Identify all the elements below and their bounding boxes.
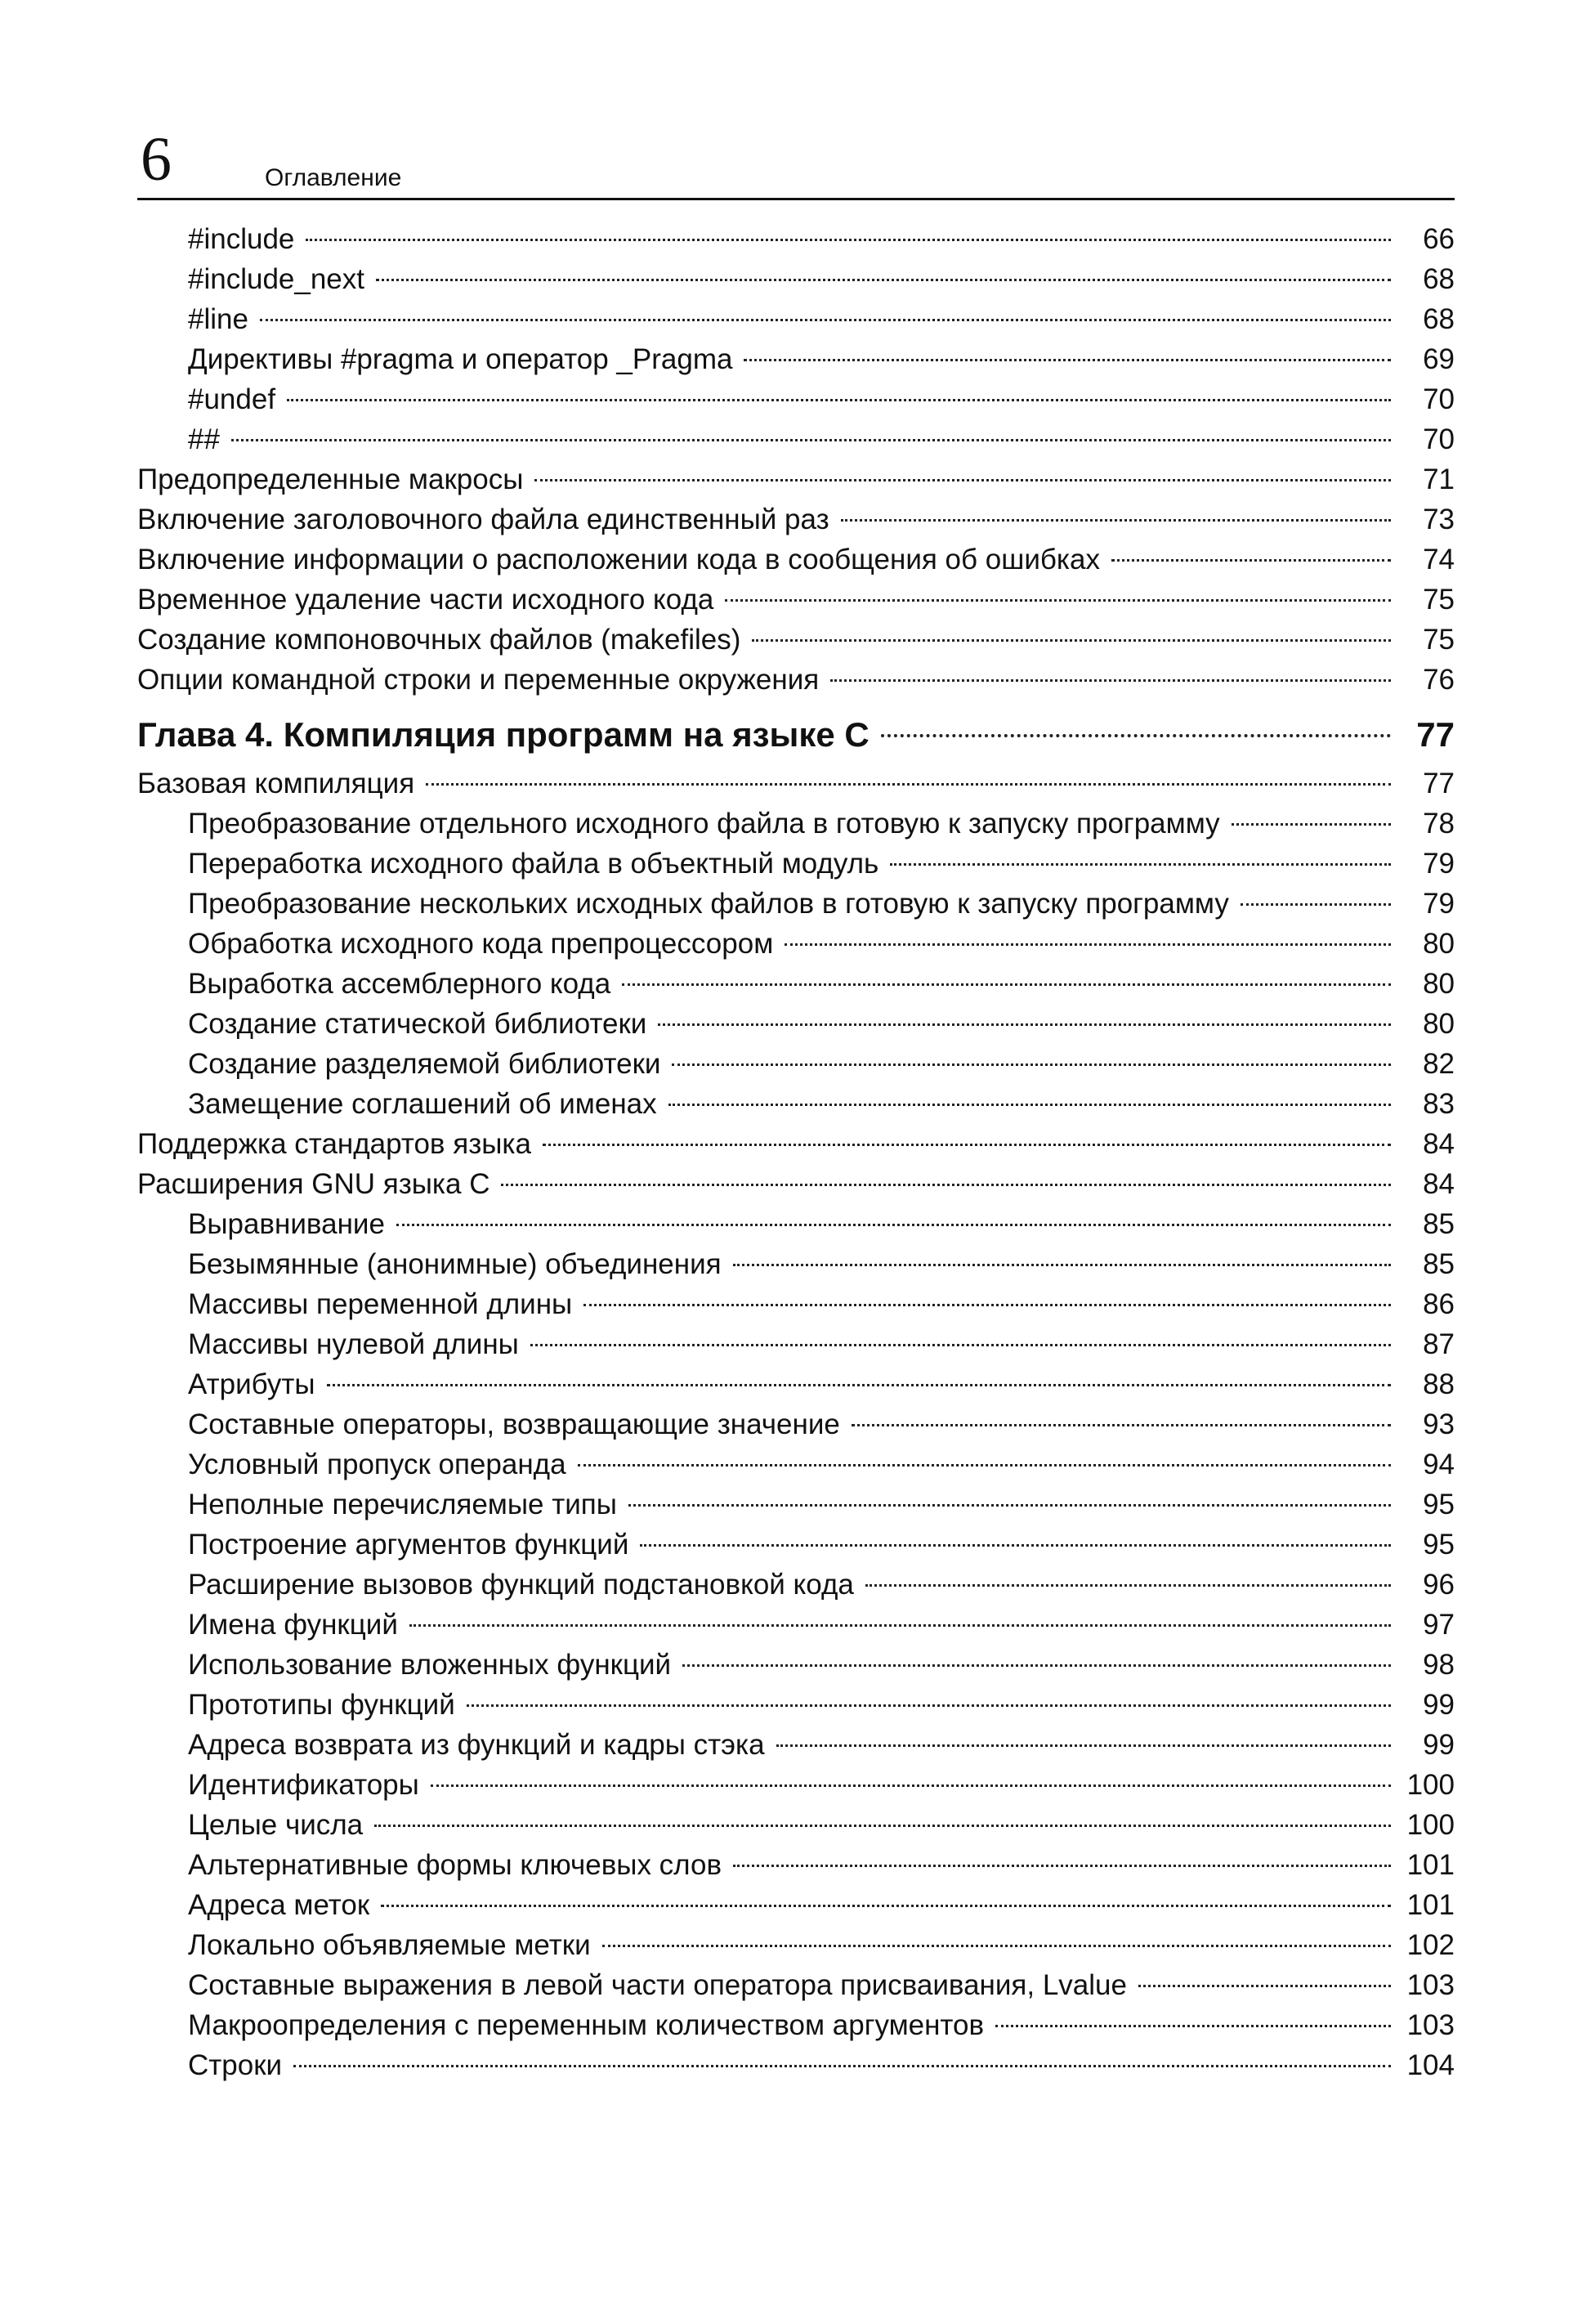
toc-entry-title: Директивы #pragma и оператор _Pragma [188,343,733,375]
dot-leader [682,1664,1391,1667]
dot-leader [467,1704,1391,1707]
dot-leader [1232,823,1391,826]
toc-entry-title: Включение информации о расположении кода в сообщения об ошибках [137,544,1100,575]
toc-entry [137,964,1455,1004]
toc-entry [137,1124,1455,1164]
toc-entry-page: 79 [1423,888,1455,920]
toc-entry-page: 68 [1423,263,1455,295]
toc-entry-title: Составные операторы, возвращающие значение [188,1408,840,1440]
dot-leader [534,479,1391,481]
toc-entry [137,1004,1455,1044]
toc-entry [137,1765,1455,1805]
toc-entry-title: Имена функций [188,1609,398,1641]
toc-entry [137,1805,1455,1845]
dot-leader [852,1424,1391,1426]
toc-entry [137,924,1455,964]
toc-entry-page: 98 [1423,1649,1455,1681]
dot-leader [530,1344,1391,1346]
dot-leader [668,1104,1391,1106]
dot-leader [543,1144,1391,1146]
toc-entry-page: 77 [1423,768,1455,799]
toc-entry [137,299,1455,339]
toc-entry [137,339,1455,379]
toc-entry [137,660,1455,700]
dot-leader [733,1865,1391,1867]
toc-entry [137,1965,1455,2005]
dot-leader [578,1464,1391,1466]
dot-leader [374,1825,1391,1827]
toc-entry-page: 84 [1423,1128,1455,1160]
toc-entry-title: Прототипы функций [188,1689,455,1721]
toc-entry-page: 103 [1406,1969,1455,2001]
toc-entry [137,1484,1455,1525]
toc-entry-title: Адреса возврата из функций и кадры стэка [188,1729,765,1761]
toc-entry [137,259,1455,299]
toc-entry-title: #include_next [188,263,364,295]
dot-leader [396,1224,1391,1226]
toc-entry-title: Использование вложенных функций [188,1649,672,1681]
toc-entry-page: 100 [1406,1769,1455,1801]
toc-entry-page: 100 [1406,1809,1455,1841]
toc-entry-title: Безымянные (анонимные) объединения [188,1248,722,1280]
toc-entry [137,2005,1455,2045]
toc-entry-page: 75 [1423,624,1455,656]
toc-entry-page: 93 [1423,1408,1455,1440]
toc-entry-title: Расширение вызовов функций подстановкой кода [188,1569,854,1601]
toc-entry-title: Массивы переменной длины [188,1288,573,1320]
toc-entry [137,1885,1455,1925]
toc-entry-title: Базовая компиляция [137,768,415,799]
toc-entry-page: 95 [1423,1489,1455,1520]
toc-entry-title: Замещение соглашений об именах [188,1088,657,1120]
toc-entry-page: 101 [1406,1889,1455,1921]
dot-leader [231,439,1391,441]
dot-leader [881,734,1391,737]
toc-entry-title: Предопределенные макросы [137,463,524,495]
toc-entry-title: Альтернативные формы ключевых слов [188,1849,722,1881]
toc-entry [137,804,1455,844]
dot-leader [583,1304,1391,1306]
toc-entry-title: Локально объявляемые метки [188,1929,591,1961]
toc-entry [137,1925,1455,1965]
toc-entry-page: 95 [1423,1529,1455,1561]
toc-entry-page: 70 [1423,423,1455,455]
toc-entry-title: Глава 4. Компиляция программ на языке С [137,715,870,754]
toc-entry-page: 96 [1423,1569,1455,1601]
toc-entry-page: 99 [1423,1729,1455,1761]
toc-entry-page: 78 [1423,808,1455,840]
toc-entry-title: Составные выражения в левой части оператора присваивания, Lvalue [188,1969,1127,2001]
dot-leader [752,639,1391,642]
dot-leader [725,599,1391,602]
running-title: Оглавление [265,164,402,191]
dot-leader [622,983,1391,986]
toc-entry [137,499,1455,540]
dot-leader [1111,559,1391,562]
toc-entry-title: Выравнивание [188,1208,385,1240]
toc-entry [137,540,1455,580]
toc-entry-page: 85 [1423,1208,1455,1240]
toc-entry-title: #include [188,223,295,255]
dot-leader [1138,1985,1391,1987]
dot-leader [287,399,1391,401]
toc-entry [137,620,1455,660]
toc-entry-page: 69 [1423,343,1455,375]
toc-entry-page: 73 [1423,504,1455,535]
toc-entry-page: 99 [1423,1689,1455,1721]
dot-leader [409,1624,1391,1627]
toc-entry [137,1284,1455,1324]
dot-leader [293,2065,1391,2067]
toc-entry-page: 66 [1423,223,1455,255]
toc-entry-title: Создание разделяемой библиотеки [188,1048,661,1080]
toc-entry [137,1364,1455,1404]
toc-entry-title: Переработка исходного файла в объектный модуль [188,848,879,880]
toc-entry-page: 101 [1406,1849,1455,1881]
toc-entry [137,884,1455,924]
dot-leader [841,519,1391,522]
toc-entry-page: 85 [1423,1248,1455,1280]
toc-entry [137,1845,1455,1885]
toc-entry [137,1525,1455,1565]
toc-entry [137,1084,1455,1124]
toc-entry-title: Массивы нулевой длины [188,1328,519,1360]
dot-leader [830,679,1391,682]
dot-leader [890,863,1391,866]
toc-entry-title: Опции командной строки и переменные окружения [137,664,820,696]
toc-entry-title: Поддержка стандартов языка [137,1128,531,1160]
dot-leader [995,2025,1391,2027]
toc-entry-title: Преобразование нескольких исходных файлов в готовую к запуску программу [188,888,1229,920]
toc-entry [137,1044,1455,1084]
toc-entry [137,1565,1455,1605]
toc-entry [137,219,1455,259]
toc-entry-title: Атрибуты [188,1368,315,1400]
toc-entry-page: 84 [1423,1168,1455,1200]
toc-entry [137,2045,1455,2085]
dot-leader [260,319,1391,321]
toc-entry-page: 102 [1406,1929,1455,1961]
toc-entry [137,1404,1455,1444]
toc-entry-page: 74 [1423,544,1455,575]
toc-entry [137,1685,1455,1725]
toc-chapter-entry [137,706,1455,763]
toc-entry-page: 80 [1423,1008,1455,1040]
toc-entry [137,1204,1455,1244]
dot-leader [865,1584,1391,1587]
toc-entry-title: #undef [188,383,276,415]
toc-entry-title: ## [188,423,220,455]
toc-entry-page: 97 [1423,1609,1455,1641]
toc-entry [137,844,1455,884]
dot-leader [785,943,1391,946]
toc-entry-title: Строки [188,2049,283,2081]
toc-entry [137,763,1455,804]
dot-leader [381,1905,1391,1907]
toc-entry-page: 68 [1423,303,1455,335]
toc-entry [137,1324,1455,1364]
toc-entry-page: 103 [1406,2009,1455,2041]
toc-entry-page: 70 [1423,383,1455,415]
toc-entry [137,1164,1455,1204]
toc-entry-page: 75 [1423,584,1455,616]
toc-entry-page: 79 [1423,848,1455,880]
dot-leader [431,1784,1391,1787]
toc-entry-title: Построение аргументов функций [188,1529,629,1561]
toc-entry-page: 82 [1423,1048,1455,1080]
toc-entry-title: Временное удаление части исходного кода [137,584,714,616]
toc-entry-page: 83 [1423,1088,1455,1120]
toc-entry-page: 80 [1423,968,1455,1000]
page-header [137,123,1455,200]
dot-leader [776,1744,1391,1747]
toc-entry-title: Макроопределения с переменным количеством аргументов [188,2009,985,2041]
dot-leader [426,783,1391,786]
dot-leader [501,1184,1391,1186]
toc-entry-title: Идентификаторы [188,1769,419,1801]
toc-entry [137,1645,1455,1685]
toc-entry [137,379,1455,419]
toc-entry-page: 104 [1406,2049,1455,2081]
toc-entry [137,1444,1455,1484]
dot-leader [327,1384,1391,1386]
toc-entry-title: Преобразование отдельного исходного файла в готовую к запуску программу [188,808,1220,840]
toc-entry [137,1725,1455,1765]
table-of-contents [137,219,1455,2085]
dot-leader [658,1023,1391,1026]
toc-entry-page: 76 [1423,664,1455,696]
toc-entry-page: 77 [1416,715,1455,754]
toc-entry [137,1244,1455,1284]
toc-entry [137,459,1455,499]
toc-entry-title: #line [188,303,248,335]
toc-entry [137,580,1455,620]
dot-leader [628,1504,1391,1507]
toc-entry-page: 94 [1423,1449,1455,1480]
toc-entry-title: Обработка исходного кода препроцессором [188,928,774,960]
toc-entry-title: Адреса меток [188,1889,370,1921]
toc-entry-page: 86 [1423,1288,1455,1320]
toc-entry-title: Создание компоновочных файлов (makefiles) [137,624,741,656]
toc-entry-page: 87 [1423,1328,1455,1360]
dot-leader [1241,903,1391,906]
toc-entry-title: Выработка ассемблерного кода [188,968,611,1000]
dot-leader [602,1945,1391,1947]
toc-entry-page: 80 [1423,928,1455,960]
toc-entry-page: 88 [1423,1368,1455,1400]
toc-entry [137,1605,1455,1645]
toc-entry-title: Создание статической библиотеки [188,1008,647,1040]
toc-entry-title: Условный пропуск операнда [188,1449,566,1480]
toc-entry-title: Целые числа [188,1809,364,1841]
dot-leader [744,359,1391,361]
toc-entry-title: Неполные перечисляемые типы [188,1489,617,1520]
toc-entry-title: Включение заголовочного файла единственный раз [137,504,829,535]
dot-leader [376,279,1391,281]
dot-leader [640,1544,1391,1547]
dot-leader [306,239,1391,241]
dot-leader [672,1063,1391,1066]
page-number: 6 [141,125,172,194]
toc-entry [137,419,1455,459]
toc-entry-page: 71 [1423,463,1455,495]
toc-entry-title: Расширения GNU языка С [137,1168,490,1200]
dot-leader [733,1264,1391,1266]
